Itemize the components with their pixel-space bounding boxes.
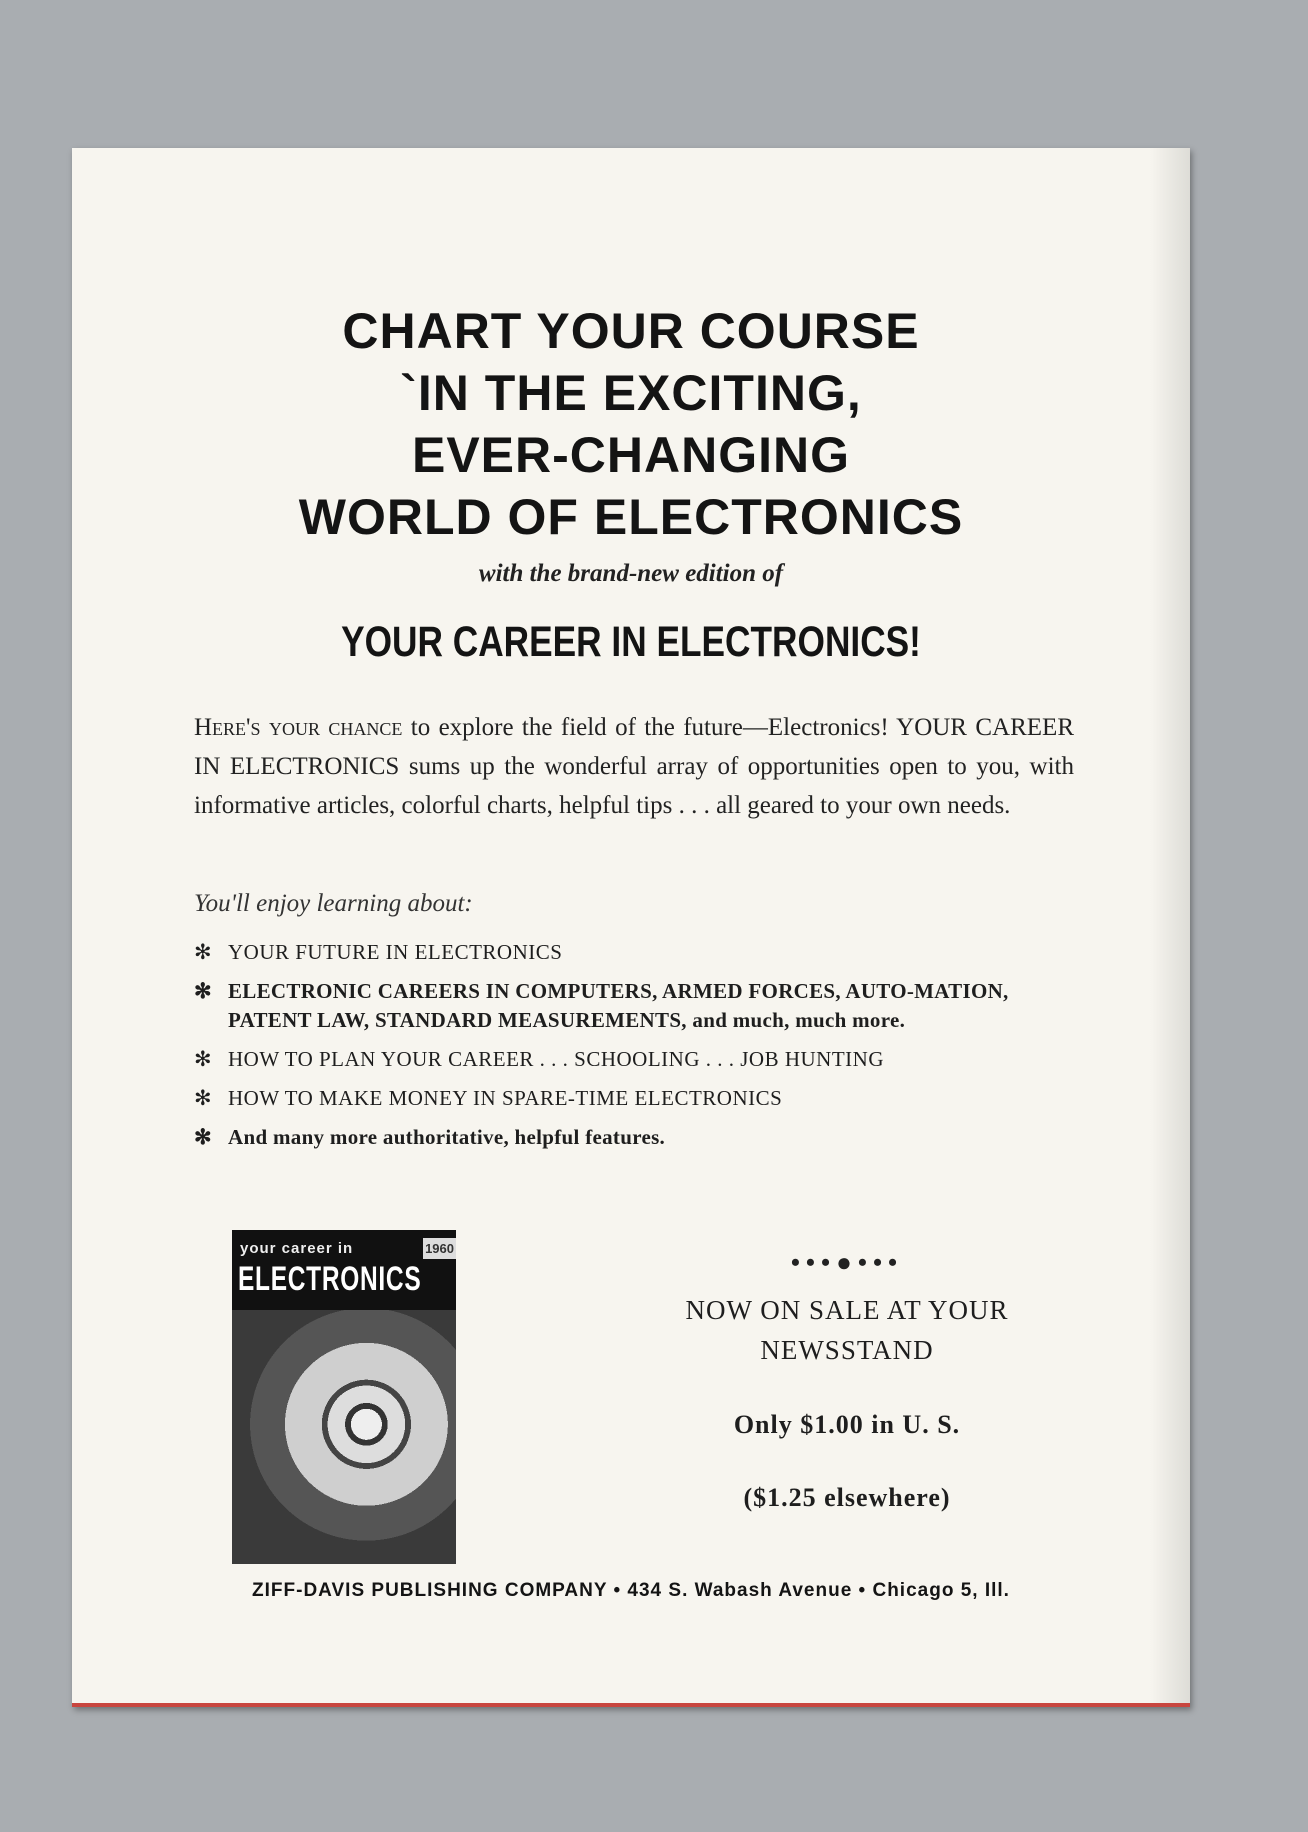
headline (72, 300, 1190, 548)
decorative-dots: •••●••• (790, 1248, 904, 1277)
sale-line-1: NOW ON SALE AT YOUR (685, 1295, 1009, 1325)
list-item: ✻ HOW TO PLAN YOUR CAREER . . . SCHOOLING . . . JOB HUNTING (194, 1045, 1074, 1074)
asterisk-icon: ✻ (194, 940, 213, 964)
headline-line-4: WORLD OF ELECTRONICS (298, 489, 964, 545)
price-elsewhere: ($1.25 elsewhere) (743, 1483, 951, 1512)
cover-year: 1960 (423, 1238, 456, 1259)
cover-small-title: your career in (240, 1240, 354, 1257)
list-item: ✻ HOW TO MAKE MONEY IN SPARE-TIME ELECTRONICS (194, 1084, 1074, 1113)
cover-masthead (232, 1230, 456, 1310)
magazine-cover-image (232, 1230, 456, 1564)
sale-line-2: NEWSSTAND (760, 1335, 934, 1365)
asterisk-icon: ✻ (194, 979, 212, 1003)
asterisk-icon: ✻ (194, 1125, 212, 1149)
list-item: ✻ ELECTRONIC CAREERS IN COMPUTERS, ARMED FORCES, AUTO-MATION, PATENT LAW, STANDARD MEASUREMENTS, and much, much more. (194, 979, 1009, 1032)
intro-text: to explore the field of the future—Electronics! YOUR CAREER IN ELECTRONICS sums up the wonderful array of opportunities open to you, with informative articles, colorful charts, helpful tips . . . all geared to your own needs. (194, 714, 1074, 819)
enjoy-label: You'll enjoy learning about: (194, 890, 473, 917)
asterisk-icon: ✻ (194, 1086, 213, 1110)
career-title: YOUR CAREER IN ELECTRONICS! (341, 618, 921, 666)
intro-paragraph (194, 708, 1074, 825)
cover-illustration (232, 1310, 456, 1564)
sale-notice (592, 1290, 1102, 1370)
headline-line-2: `IN THE EXCITING, (400, 365, 862, 421)
list-item: ✻ YOUR FUTURE IN ELECTRONICS (194, 938, 1074, 967)
feature-list (194, 938, 1074, 1162)
list-item: ✻ And many more authoritative, helpful features. (194, 1123, 1074, 1152)
magazine-back-cover (72, 148, 1190, 1707)
publisher-footer: ZIFF-DAVIS PUBLISHING COMPANY • 434 S. Wabash Avenue • Chicago 5, Ill. (252, 1580, 1010, 1601)
headline-line-3: EVER-CHANGING (411, 427, 851, 483)
price-us: Only $1.00 in U. S. (733, 1410, 961, 1439)
cover-big-title: ELECTRONICS (238, 1260, 422, 1298)
asterisk-icon: ✻ (194, 1047, 213, 1071)
intro-lead: Here's your chance (194, 714, 403, 741)
headline-line-1: CHART YOUR COURSE (342, 303, 920, 359)
subhead: with the brand-new edition of (478, 560, 784, 587)
